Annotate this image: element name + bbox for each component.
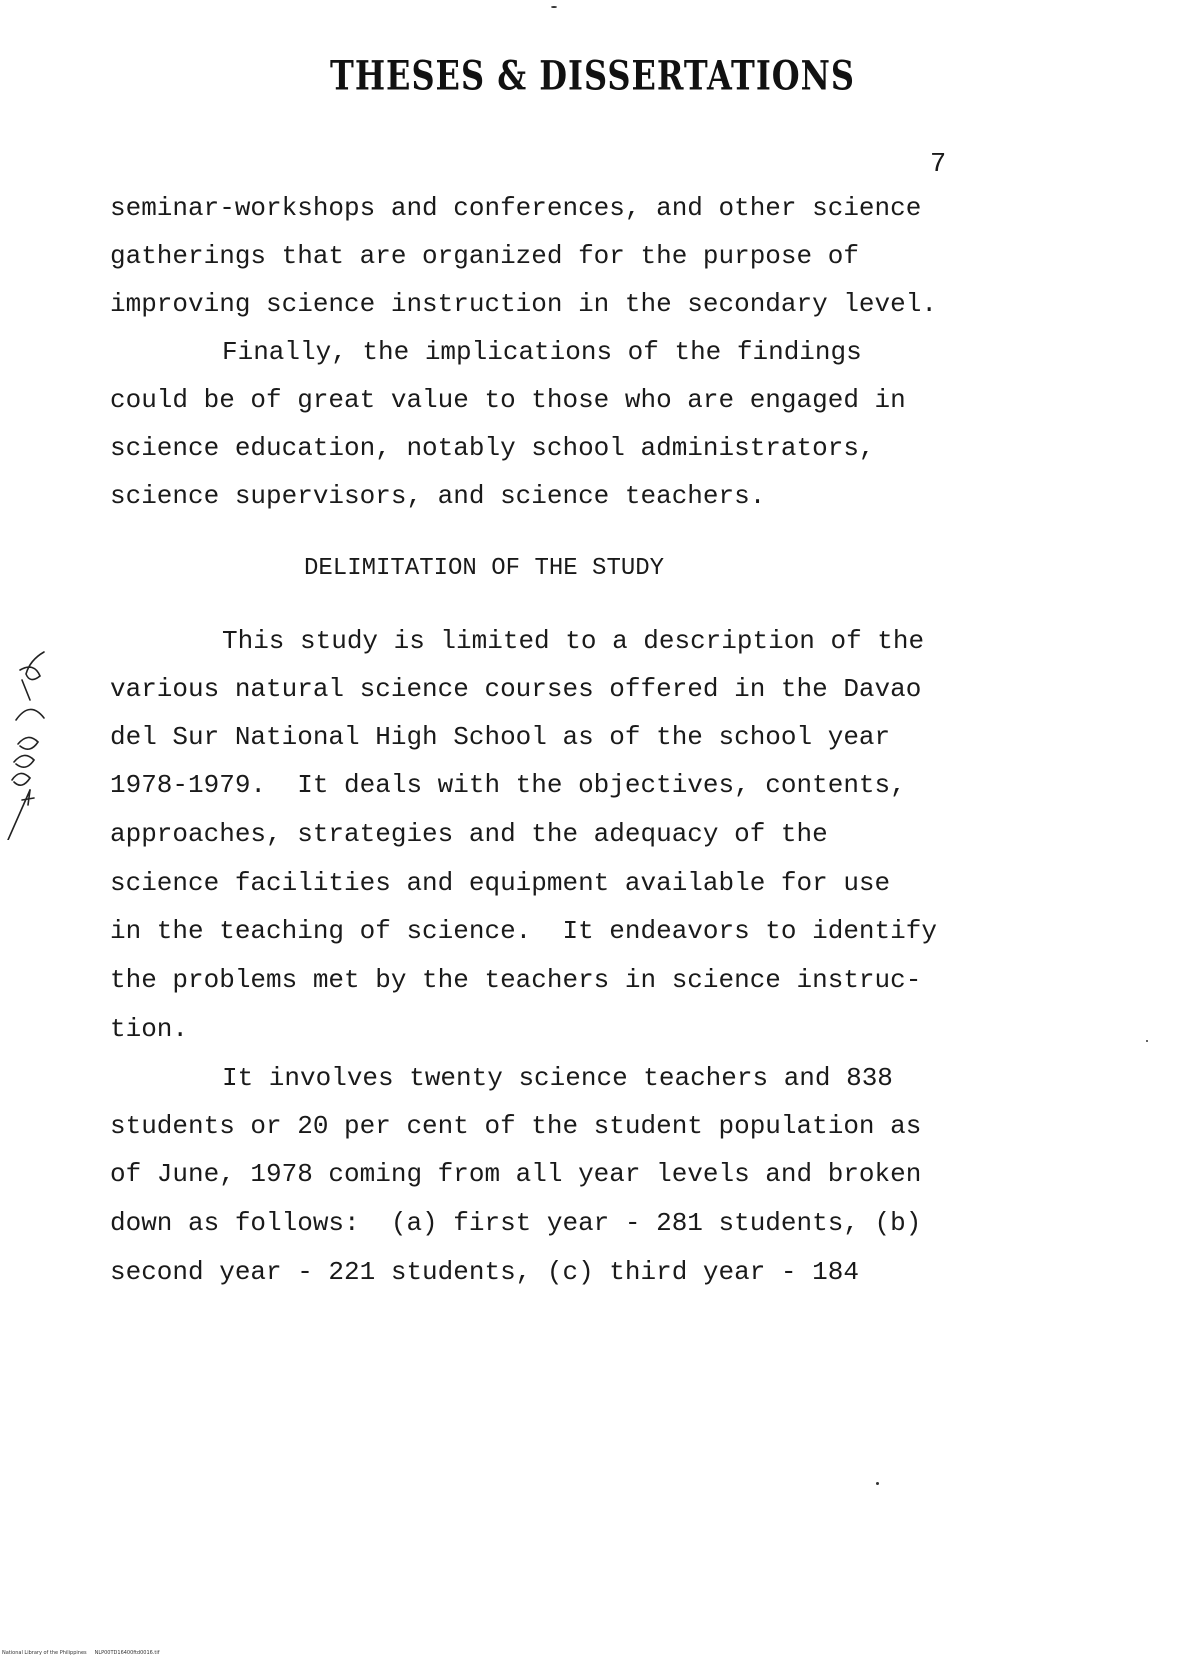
theses-dissertations-stamp: THESES & DISSERTATIONS xyxy=(330,52,856,100)
page-number: 7 xyxy=(930,150,947,180)
body-line: It involves twenty science teachers and 838 xyxy=(222,1063,893,1093)
body-line: del Sur National High School as of the school year xyxy=(110,722,891,752)
body-line: students or 20 per cent of the student population as xyxy=(110,1111,922,1141)
body-line: could be of great value to those who are engaged in xyxy=(110,385,906,415)
body-line: of June, 1978 coming from all year levels and broken xyxy=(110,1159,922,1189)
scan-speck xyxy=(551,6,557,8)
body-line: 1978-1979. It deals with the objectives, contents, xyxy=(110,770,906,800)
body-line: second year - 221 students, (c) third year - 184 xyxy=(110,1257,859,1287)
body-line: science supervisors, and science teachers. xyxy=(110,481,766,511)
body-line: Finally, the implications of the findings xyxy=(222,337,862,367)
body-line: science facilities and equipment available for use xyxy=(110,868,891,898)
body-line: down as follows: (a) first year - 281 students, (b) xyxy=(110,1208,922,1238)
scan-speck xyxy=(1146,1040,1148,1042)
body-line: improving science instruction in the secondary level. xyxy=(110,289,937,319)
body-line: the problems met by the teachers in science instruc- xyxy=(110,965,922,995)
body-line: various natural science courses offered in the Davao xyxy=(110,674,922,704)
handwritten-margin-note xyxy=(0,640,60,840)
body-line: This study is limited to a description of the xyxy=(222,626,925,656)
body-line: science education, notably school administrators, xyxy=(110,433,875,463)
scan-speck xyxy=(876,1482,879,1485)
body-line: in the teaching of science. It endeavors to identify xyxy=(110,916,937,946)
body-line: tion. xyxy=(110,1014,189,1044)
body-line: gatherings that are organized for the purpose of xyxy=(110,241,859,271)
body-line: approaches, strategies and the adequacy of the xyxy=(110,819,828,849)
body-line: seminar-workshops and conferences, and other science xyxy=(110,193,922,223)
scan-footer: National Library of the Philippines NLP00TD16400ftd0016.tif xyxy=(2,1650,160,1656)
section-heading: DELIMITATION OF THE STUDY xyxy=(304,555,665,582)
